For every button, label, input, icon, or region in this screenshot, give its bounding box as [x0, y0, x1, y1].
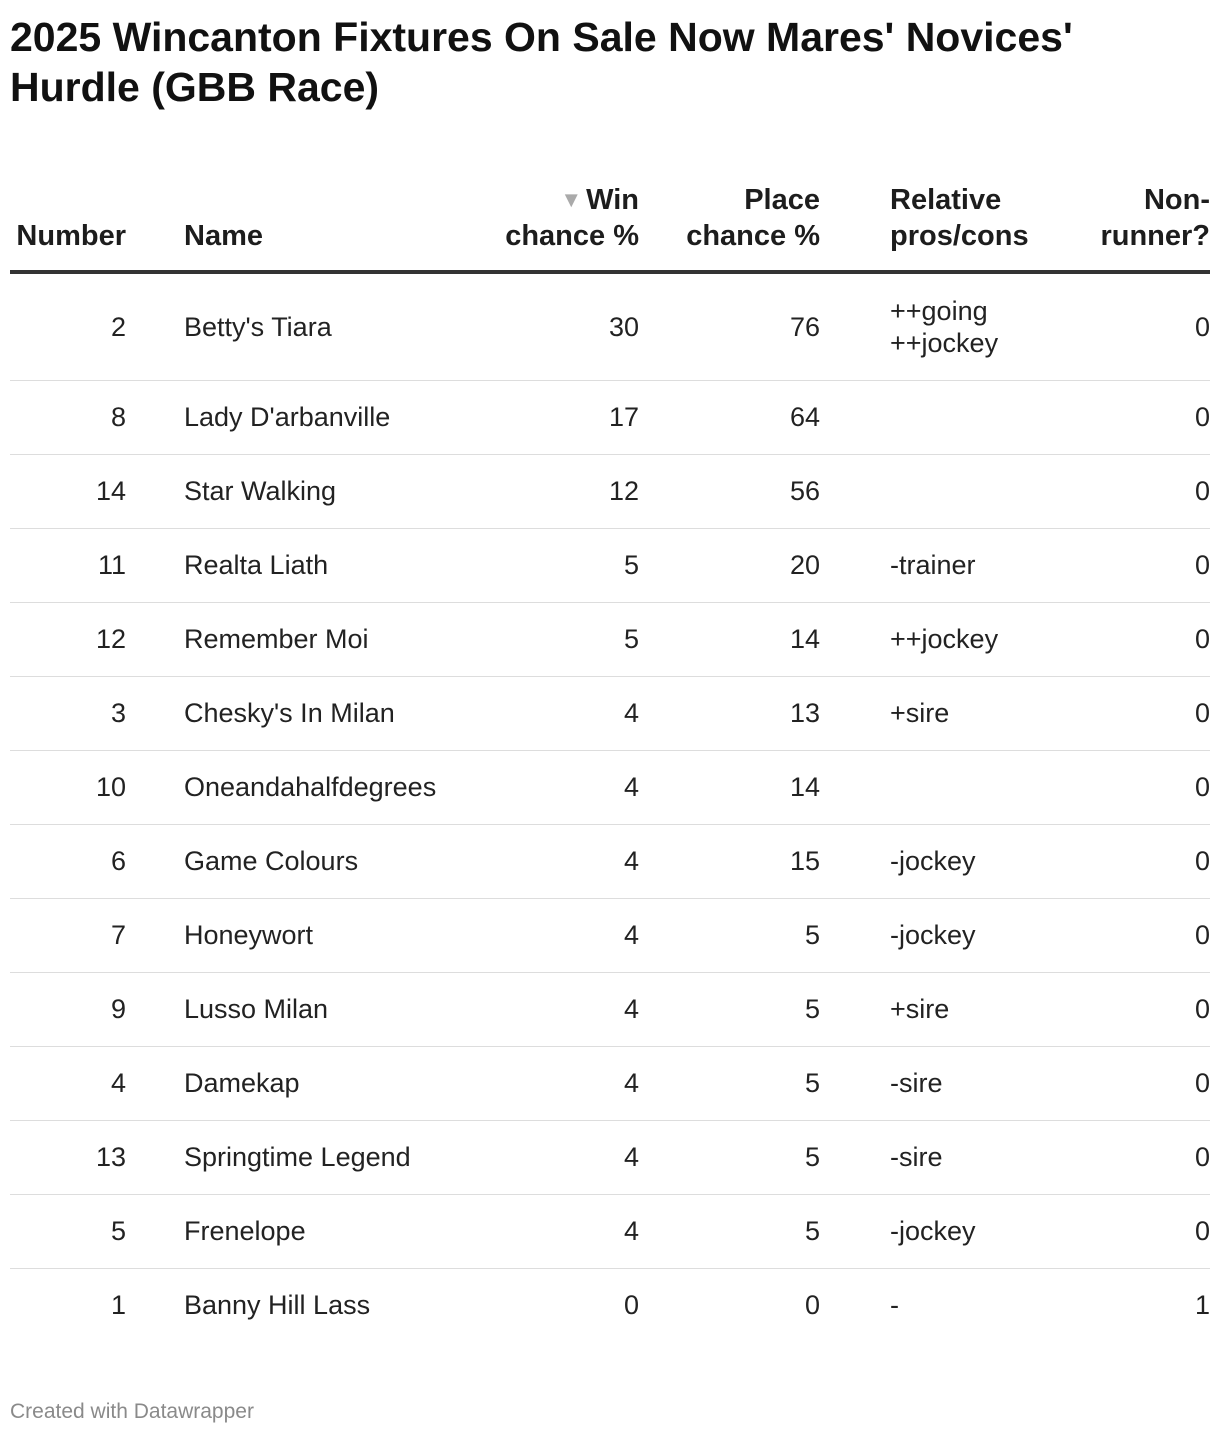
cell-number: 3 — [10, 676, 132, 750]
table-row — [10, 676, 1210, 750]
cell-non-runner: 0 — [1026, 1046, 1210, 1120]
cell-win-chance: 12 — [452, 454, 645, 528]
header-win-chance-label: Win chance % — [505, 184, 639, 252]
cell-win-chance: 4 — [452, 1120, 645, 1194]
cell-pros-cons — [826, 898, 1026, 972]
cell-number: 12 — [10, 602, 132, 676]
table-row — [10, 454, 1210, 528]
chart-title: 2025 Wincanton Fixtures On Sale Now Mares' Novices' Hurdle (GBB Race) — [10, 14, 1073, 110]
cell-win-chance: 30 — [452, 272, 645, 380]
cell-non-runner: 1 — [1194, 1290, 1210, 1321]
results-table — [10, 162, 1210, 1342]
pros-cons-item: +sire — [890, 698, 950, 728]
cell-win-chance: 4 — [452, 1046, 645, 1120]
cell-non-runner: 0 — [1026, 272, 1210, 380]
cell-non-runner: 0 — [1026, 602, 1210, 676]
cell-number: 8 — [10, 380, 132, 454]
cell-non-runner: 0 — [1026, 454, 1210, 528]
cell-pros-cons — [826, 750, 1026, 824]
cell-number: 2 — [10, 272, 132, 380]
cell-place-chance: 5 — [645, 1120, 826, 1194]
cell-place-chance: 5 — [645, 1046, 826, 1120]
cell-pros-cons — [826, 1268, 1026, 1342]
cell-name: Frenelope — [132, 1194, 452, 1268]
header-place-chance[interactable]: Place chance % — [645, 162, 826, 272]
table-row — [10, 1046, 1210, 1120]
sort-descending-icon: ▼ — [560, 187, 583, 212]
header-name[interactable]: Name — [132, 162, 452, 272]
pros-cons-item: -sire — [890, 1068, 943, 1098]
cell-win-chance: 4 — [452, 676, 645, 750]
header-number[interactable]: Number — [10, 162, 132, 272]
table-row — [10, 272, 1210, 380]
cell-pros-cons — [826, 602, 1026, 676]
cell-name: Springtime Legend — [132, 1120, 452, 1194]
cell-number: 1 — [110, 1290, 126, 1321]
pros-cons-item: -jockey — [890, 846, 976, 876]
cell-win-chance: 5 — [452, 528, 645, 602]
cell-win-chance: 4 — [452, 824, 645, 898]
table-row — [10, 528, 1210, 602]
cell-pros-cons — [826, 1120, 1026, 1194]
cell-pros-cons — [826, 380, 1026, 454]
pros-cons-item: -jockey — [890, 920, 976, 950]
datawrapper-credit: Created with Datawrapper — [10, 1400, 254, 1423]
cell-pros-cons — [826, 972, 1026, 1046]
header-non-runner[interactable]: Non-runner? — [1026, 162, 1210, 272]
cell-name: Chesky's In Milan — [132, 676, 452, 750]
cell-name: Realta Liath — [132, 528, 452, 602]
cell-win-chance: 4 — [452, 898, 645, 972]
header-pros-cons[interactable]: Relative pros/cons — [826, 162, 1026, 272]
cell-non-runner: 0 — [1026, 824, 1210, 898]
cell-place-chance: 14 — [645, 602, 826, 676]
cell-place-chance: 0 — [804, 1290, 820, 1321]
cell-place-chance: 56 — [645, 454, 826, 528]
cell-number: 7 — [10, 898, 132, 972]
cell-win-chance: 17 — [452, 380, 645, 454]
cell-win-chance: 4 — [452, 972, 645, 1046]
cell-pros-cons — [826, 1194, 1026, 1268]
table-row — [10, 972, 1210, 1046]
table-row — [10, 824, 1210, 898]
cell-name: Betty's Tiara — [132, 272, 452, 380]
cell-pros-cons — [826, 1046, 1026, 1120]
cell-win-chance: 4 — [452, 1194, 645, 1268]
cell-non-runner: 0 — [1026, 676, 1210, 750]
cell-place-chance: 13 — [645, 676, 826, 750]
cell-name: Lusso Milan — [132, 972, 452, 1046]
cell-name: Remember Moi — [132, 602, 452, 676]
cell-number: 9 — [10, 972, 132, 1046]
pros-cons-item: ++jockey — [890, 327, 999, 358]
cell-non-runner: 0 — [1026, 972, 1210, 1046]
cell-non-runner: 0 — [1026, 380, 1210, 454]
cell-number: 4 — [10, 1046, 132, 1120]
cell-name: Star Walking — [132, 454, 452, 528]
cell-number: 14 — [10, 454, 132, 528]
cell-place-chance: 5 — [645, 1194, 826, 1268]
pros-cons-item: ++jockey — [890, 624, 999, 654]
cell-pros-cons — [826, 528, 1026, 602]
cell-pros-cons — [826, 676, 1026, 750]
cell-win-chance: 5 — [452, 602, 645, 676]
cell-name: Lady D'arbanville — [132, 380, 452, 454]
cell-number: 13 — [10, 1120, 132, 1194]
cell-win-chance: 0 — [623, 1290, 639, 1321]
cell-name: Game Colours — [132, 824, 452, 898]
pros-cons-item: -sire — [890, 1142, 943, 1172]
cell-place-chance: 14 — [645, 750, 826, 824]
cell-non-runner: 0 — [1026, 750, 1210, 824]
cell-pros-cons — [826, 272, 1026, 380]
table-header-row — [10, 162, 1210, 272]
pros-cons-item: -trainer — [890, 550, 976, 580]
table-row — [10, 898, 1210, 972]
pros-cons-item: -jockey — [890, 1216, 976, 1246]
cell-place-chance: 5 — [645, 972, 826, 1046]
cell-name: Banny Hill Lass — [184, 1290, 371, 1321]
pros-cons-item: - — [890, 1290, 899, 1321]
cell-pros-cons — [826, 454, 1026, 528]
cell-number: 11 — [10, 528, 132, 602]
cell-place-chance: 64 — [645, 380, 826, 454]
cell-place-chance: 15 — [645, 824, 826, 898]
cell-non-runner: 0 — [1026, 898, 1210, 972]
cell-place-chance: 76 — [645, 272, 826, 380]
cell-pros-cons — [826, 824, 1026, 898]
cell-name: Honeywort — [132, 898, 452, 972]
cell-place-chance: 5 — [645, 898, 826, 972]
table-row — [10, 1120, 1210, 1194]
cell-number: 6 — [10, 824, 132, 898]
table-row — [10, 750, 1210, 824]
pros-cons-item: +sire — [890, 994, 950, 1024]
table-row — [10, 1194, 1210, 1268]
header-win-chance[interactable] — [452, 162, 645, 272]
cell-non-runner: 0 — [1026, 528, 1210, 602]
cell-number: 10 — [10, 750, 132, 824]
cell-win-chance: 4 — [452, 750, 645, 824]
table-body — [10, 272, 1210, 1342]
pros-cons-item: ++going — [890, 295, 988, 326]
cell-place-chance: 20 — [645, 528, 826, 602]
table-row — [10, 380, 1210, 454]
cell-number: 5 — [10, 1194, 132, 1268]
cell-non-runner: 0 — [1026, 1194, 1210, 1268]
cell-non-runner: 0 — [1026, 1120, 1210, 1194]
cell-name: Damekap — [132, 1046, 452, 1120]
table-row — [10, 1268, 1210, 1342]
cell-name: Oneandahalfdegrees — [132, 750, 452, 824]
table-row — [10, 602, 1210, 676]
